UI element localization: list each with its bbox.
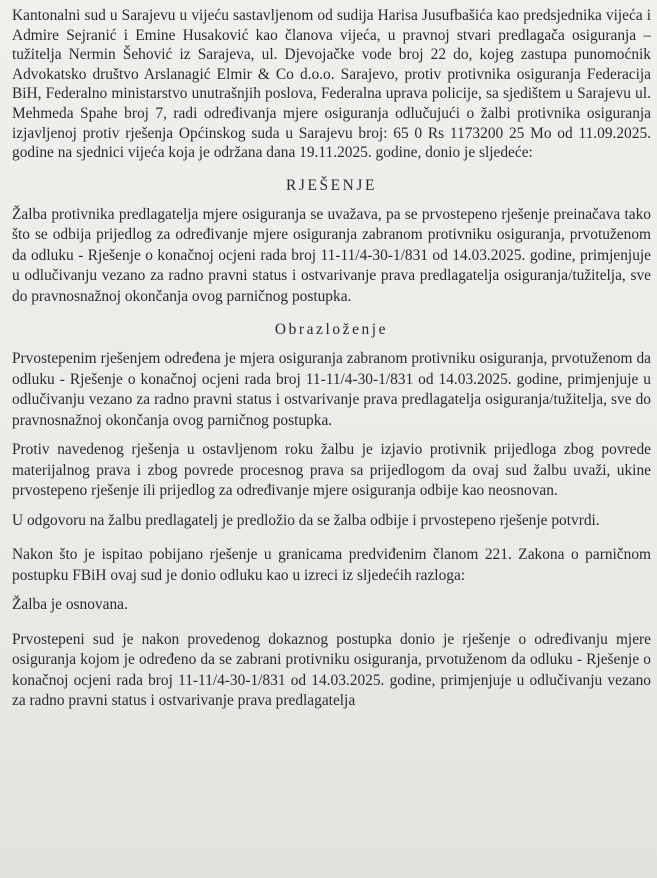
- reasoning-paragraph-6: Prvostepeni sud je nakon provedenog dokaznog postupka donio je rješenje o određivanju mjere osiguranja kojom je određeno da se zabrani protivniku osiguranja, prvotuženom da odluku - Rješenje o konačnoj ocjeni rada broj 11-11/4-30-1/831 od 14.03.2025. godine, primjenjuje u odlučivanju vezano za radno pravni status i ostvarivanje prava predlagatelja: [12, 630, 651, 710]
- reasoning-heading: Obrazloženje: [274, 321, 389, 339]
- decision-paragraph: Žalba protivnika predlagatelja mjere osiguranja se uvažava, pa se prvostepeno rješenje preinačava tako što se odbija prijedlog za određivanje mjere osiguranja zabranom protivniku osiguranja, prvotuženom da odluku - Rješenje o konačnoj ocjeni rada broj 11-11/4-30-1/831 od 14.03.2025. godine, primjenjuje u odlučivanju vezano za radno pravni status i ostvarivanje prava predlagatelja osiguranja/tužitelja, sve do pravnosnažnoj okončanja ovog parničnog postupka.: [12, 205, 651, 305]
- reasoning-paragraph-5: Žalba je osnovana.: [12, 596, 128, 614]
- reasoning-paragraph-4: Nakon što je ispitao pobijano rješenje u granicama predviđenim članom 221. Zakona o parničnom postupku FBiH ovaj sud je donio odluku kao u izreci iz sljedećih razloga:: [12, 546, 651, 584]
- reasoning-paragraph-1: Prvostepenim rješenjem određena je mjera osiguranja zabranom protivniku osiguranja, prvotuženom da odluku - Rješenje o konačnoj ocjeni rada broj 11-11/4-30-1/831 od 14.03.2025. godine, primjenjuje u odlučivanju vezano za radno pravni status i ostvarivanje prava predlagatelja osiguranja/tužitelja, sve do pravnosnažnoj okončanja ovog parničnog postupka.: [12, 350, 651, 429]
- intro-paragraph: Kantonalni sud u Sarajevu u vijeću sastavljenom od sudija Harisa Jusufbašića kao predsjednika vijeća i Admire Sejranić i Emine Husaković kao članova vijeća, u pravnoj stvari predlagača osiguranja – tužitelja Nermin Šehović iz Sarajeva, ul. Djevojačke vode broj 22 do, kojeg zastupa punomoćnik Advokatsko društvo Arslanagić Elmir & Co d.o.o. Sarajevo, protiv protivnika osiguranja Federacija BiH, Federalno ministarstvo unutrašnjih poslova, Federalna uprava policije, sa sjedištem u Sarajevu ul. Mehmeda Spahe broj 7, radi određivanja mjere osiguranja odlučujući o žalbi protivnika osiguranja izjavljenoj protiv rješenja Općinskog suda u Sarajevu broj: 65 0 Rs 1173200 25 Mo od 11.09.2025. godine na sjednici vijeća koja je održana dana 19.11.2025. godine, donio je sljedeće:: [12, 7, 651, 162]
- decision-heading: RJEŠENJE: [286, 176, 377, 194]
- reasoning-paragraph-3: U odgovoru na žalbu predlagatelj je predložio da se žalba odbije i prvostepeno rješenje potvrdi.: [12, 511, 600, 529]
- reasoning-paragraph-2: Protiv navedenog rješenja u ostavljenom roku žalbu je izjavio protivnik prijedloga zbog povrede materijalnog prava i zbog povrede procesnog prava sa prijedlogom da ovaj sud žalbu uvaži, ukine prvostepeno rješenje ili prijedlog za određivanje mjere osiguranja odbije kao neosnovan.: [12, 441, 651, 500]
